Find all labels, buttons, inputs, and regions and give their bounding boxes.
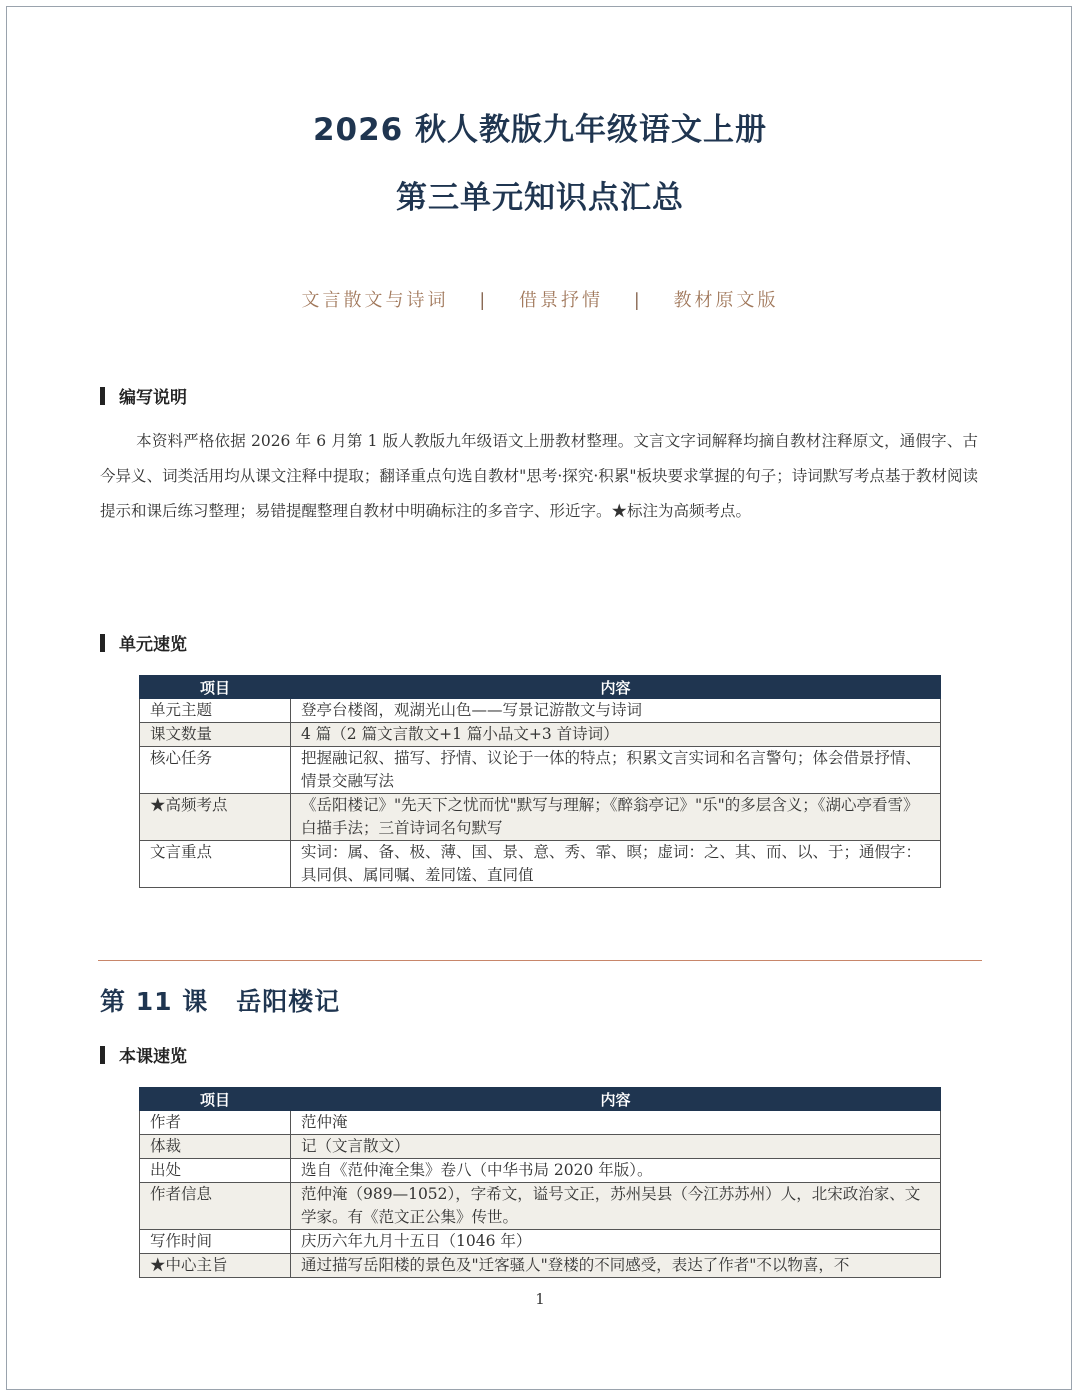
tag-item: 借景抒情: [519, 290, 603, 311]
section-heading-unit-overview: [100, 630, 187, 655]
column-header: 内容: [291, 1088, 941, 1111]
heading-bar: [100, 387, 105, 405]
column-header: 项目: [140, 676, 291, 699]
section-heading-label: 单元速览: [119, 635, 187, 655]
table-cell-item: 核心任务: [140, 747, 291, 794]
section-heading-label: 编写说明: [119, 388, 187, 408]
table-row: [140, 723, 941, 747]
intro-text: 本资料严格依据 2026 年 6 月第 1 版人教版九年级语文上册教材整理。文言文字词解释均摘自教材注释原文，通假字、古今异义、词类活用均从课文注释中提取；翻译重点句选自教材"思考·探究·积累"板块要求掌握的句子；诗词默写考点基于教材阅读提示和课后练习整理；易错提醒整理自教材中明确标注的多音字、形近字。★标注为高频考点。: [100, 432, 978, 520]
tag-separator: |: [479, 290, 489, 311]
section-heading-intro: [100, 383, 187, 408]
heading-bar: [100, 634, 105, 652]
table-cell-item: 写作时间: [140, 1230, 291, 1254]
column-header: 项目: [140, 1088, 291, 1111]
table-row: [140, 747, 941, 794]
document-subtitle: 第三单元知识点汇总: [396, 180, 684, 216]
lesson-number: 第 11 课: [100, 987, 209, 1016]
tag-item: 文言散文与诗词: [301, 290, 449, 311]
table-cell-item: 出处: [140, 1159, 291, 1183]
section-heading-lesson-overview: [100, 1042, 187, 1067]
table-header-row: [140, 1088, 941, 1111]
tag-item: 教材原文版: [673, 290, 779, 311]
intro-paragraph: [100, 424, 978, 529]
table-cell-item: ★中心主旨: [140, 1254, 291, 1278]
table-cell-item: 作者信息: [140, 1183, 291, 1230]
table-cell-item: 单元主题: [140, 699, 291, 723]
table-cell-content: 实词：属、备、极、薄、国、景、意、秀、霏、暝；虚词：之、其、而、以、于；通假字：具同俱、属同嘱、羞同馐、直同值: [291, 841, 941, 888]
table-row: [140, 699, 941, 723]
table-row: [140, 1183, 941, 1230]
table-cell-content: 庆历六年九月十五日（1046 年）: [291, 1230, 941, 1254]
table-cell-content: 4 篇（2 篇文言散文+1 篇小品文+3 首诗词）: [291, 723, 941, 747]
column-header: 内容: [291, 676, 941, 699]
tag-separator: |: [633, 290, 643, 311]
section-divider: [98, 960, 982, 961]
table-cell-item: ★高频考点: [140, 794, 291, 841]
heading-bar: [100, 1046, 105, 1064]
table-row: [140, 841, 941, 888]
table-cell-content: 把握融记叙、描写、抒情、议论于一体的特点；积累文言实词和名言警句；体会借景抒情、情景交融写法: [291, 747, 941, 794]
table-cell-item: 课文数量: [140, 723, 291, 747]
table-cell-item: 体裁: [140, 1135, 291, 1159]
unit-overview-table: [139, 675, 941, 888]
tagline: [0, 286, 1080, 312]
table-cell-item: 作者: [140, 1111, 291, 1135]
table-row: [140, 1135, 941, 1159]
table-header-row: [140, 676, 941, 699]
document-title: 2026 秋人教版九年级语文上册: [312, 112, 768, 148]
table-cell-content: 登亭台楼阁，观湖光山色——写景记游散文与诗词: [291, 699, 941, 723]
table-cell-content: 范仲淹（989—1052），字希文，谥号文正，苏州吴县（今江苏苏州）人，北宋政治家、文学家。有《范文正公集》传世。: [291, 1183, 941, 1230]
table-cell-content: 记（文言散文）: [291, 1135, 941, 1159]
table-cell-content: 通过描写岳阳楼的景色及"迁客骚人"登楼的不同感受，表达了作者"不以物喜，不: [291, 1254, 941, 1278]
table-row: [140, 794, 941, 841]
table-cell-content: 范仲淹: [291, 1111, 941, 1135]
lesson-overview-table: [139, 1087, 941, 1278]
table-cell-item: 文言重点: [140, 841, 291, 888]
page-number: 1: [535, 1290, 545, 1308]
table-row: [140, 1159, 941, 1183]
table-cell-content: 《岳阳楼记》"先天下之忧而忧"默写与理解；《醉翁亭记》"乐"的多层含义；《湖心亭看雪》白描手法；三首诗词名句默写: [291, 794, 941, 841]
table-row: [140, 1230, 941, 1254]
lesson-name: 岳阳楼记: [236, 987, 341, 1016]
table-cell-content: 选自《范仲淹全集》卷八（中华书局 2020 年版）。: [291, 1159, 941, 1183]
section-heading-label: 本课速览: [119, 1047, 187, 1067]
table-row: [140, 1111, 941, 1135]
lesson-title: [100, 982, 340, 1018]
table-row: [140, 1254, 941, 1278]
